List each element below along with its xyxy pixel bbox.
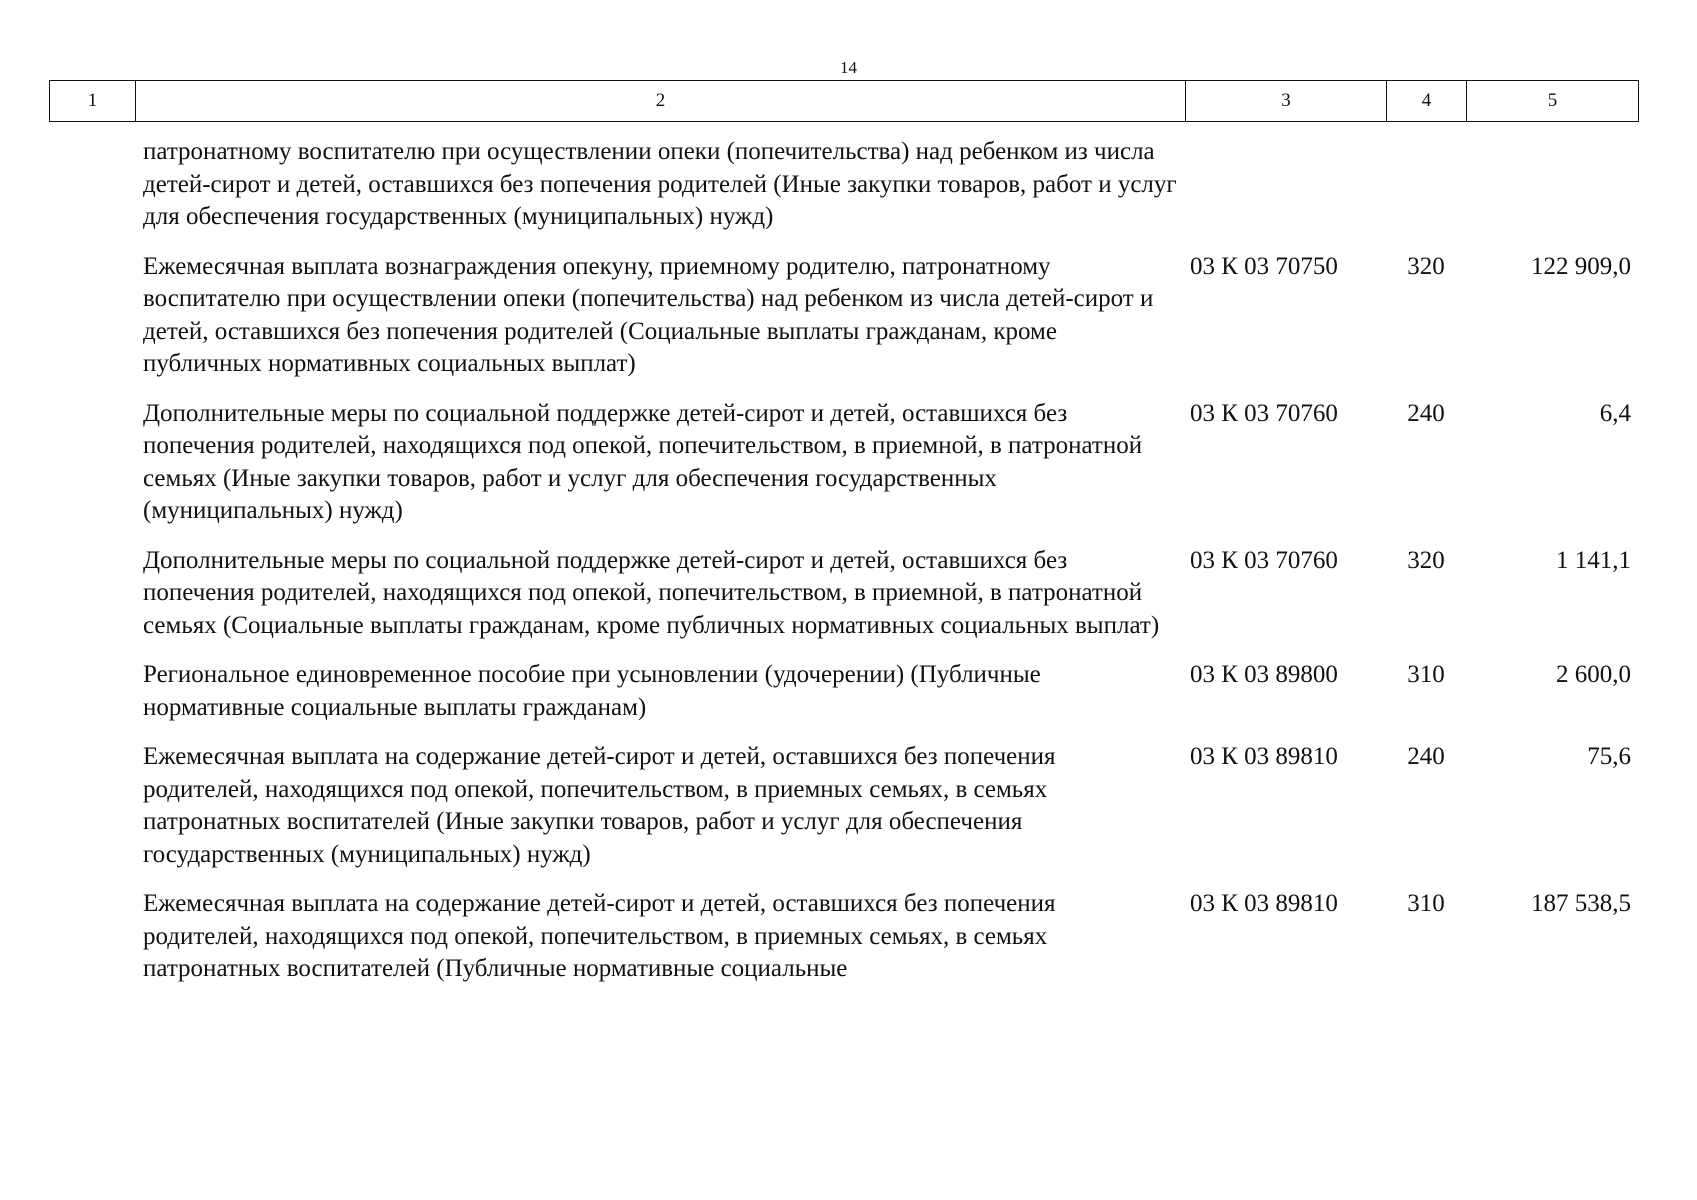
row-code bbox=[1185, 136, 1386, 234]
header-col-4: 4 bbox=[1387, 81, 1467, 121]
row-type: 320 bbox=[1407, 252, 1445, 280]
row-name: Ежемесячная выплата вознаграждения опекуну, приемному родителю, патронатному воспитателю при осуществлении опеки (попечительства) над ребенком из числа детей-сирот и детей, оставшихся без попечения родителей (Социальные выплаты гражданам, кроме публичных нормативных социальных выплат) bbox=[143, 252, 1154, 377]
row-type: 310 bbox=[1407, 661, 1445, 688]
table-header-row bbox=[49, 80, 1639, 122]
row-sum: 122 909,0 bbox=[1531, 252, 1631, 280]
table-body bbox=[49, 136, 1639, 1003]
row-sum bbox=[1466, 136, 1639, 234]
table-row bbox=[49, 888, 1639, 986]
row-name: Ежемесячная выплата на содержание детей-сирот и детей, оставшихся без попечения родителей, находящихся под опекой, попечительством, в приемных семьях, в семьях патронатных воспитателей (Публичные нормативные социальные bbox=[143, 890, 1056, 982]
row-sum: 187 538,5 bbox=[1531, 890, 1631, 917]
table-row bbox=[49, 545, 1639, 643]
header-col-2: 2 bbox=[136, 81, 1186, 121]
row-sum: 6,4 bbox=[1599, 399, 1631, 427]
header-col-1: 1 bbox=[50, 81, 136, 121]
table-row bbox=[49, 741, 1639, 871]
row-code: 03 К 03 89810 bbox=[1190, 890, 1338, 917]
row-code: 03 К 03 70750 bbox=[1190, 252, 1338, 280]
row-sum: 2 600,0 bbox=[1556, 661, 1631, 688]
row-code: 03 К 03 89810 bbox=[1190, 743, 1338, 770]
row-code: 03 К 03 89800 bbox=[1190, 661, 1338, 688]
row-sum: 75,6 bbox=[1587, 743, 1631, 770]
row-type: 320 bbox=[1407, 546, 1445, 574]
table-row bbox=[49, 659, 1639, 724]
row-type: 240 bbox=[1407, 399, 1445, 427]
row-type: 240 bbox=[1407, 743, 1445, 770]
row-name: Дополнительные меры по социальной поддержке детей-сирот и детей, оставшихся без попечения родителей, находящихся под опекой, попечительством, в приемной, в патронатной семьях (Иные закупки товаров, работ и услуг для обеспечения государственных (муниципальных) нужд) bbox=[143, 399, 1143, 524]
table-row bbox=[49, 251, 1639, 381]
row-name: патронатному воспитателю при осуществлении опеки (попечительства) над ребенком из числа детей-сирот и детей, оставшихся без попечения родителей (Иные закупки товаров, работ и услуг для обеспечения государственных (муниципальных) нужд) bbox=[143, 138, 1177, 230]
row-code: 03 К 03 70760 bbox=[1190, 399, 1338, 427]
header-col-5: 5 bbox=[1547, 90, 1558, 111]
row-type: 310 bbox=[1407, 890, 1445, 917]
row-name: Ежемесячная выплата на содержание детей-сирот и детей, оставшихся без попечения родителей, находящихся под опекой, попечительством, в приемных семьях, в семьях патронатных воспитателей (Иные закупки товаров, работ и услуг для обеспечения государственных (муниципальных) нужд) bbox=[143, 743, 1056, 868]
row-name: Дополнительные меры по социальной поддержке детей-сирот и детей, оставшихся без попечения родителей, находящихся под опекой, попечительством, в приемной, в патронатной семьях (Социальные выплаты гражданам, кроме публичных нормативных социальных выплат) bbox=[143, 546, 1160, 639]
row-name: Региональное единовременное пособие при усыновлении (удочерении) (Публичные нормативные социальные выплаты гражданам) bbox=[143, 661, 1041, 721]
row-code: 03 К 03 70760 bbox=[1190, 546, 1338, 574]
row-type bbox=[1386, 136, 1466, 234]
header-col-3: 3 bbox=[1186, 81, 1387, 121]
page-number: 14 bbox=[840, 58, 857, 77]
row-sum: 1 141,1 bbox=[1556, 546, 1631, 574]
table-row bbox=[49, 398, 1639, 528]
table-row bbox=[49, 136, 1639, 234]
